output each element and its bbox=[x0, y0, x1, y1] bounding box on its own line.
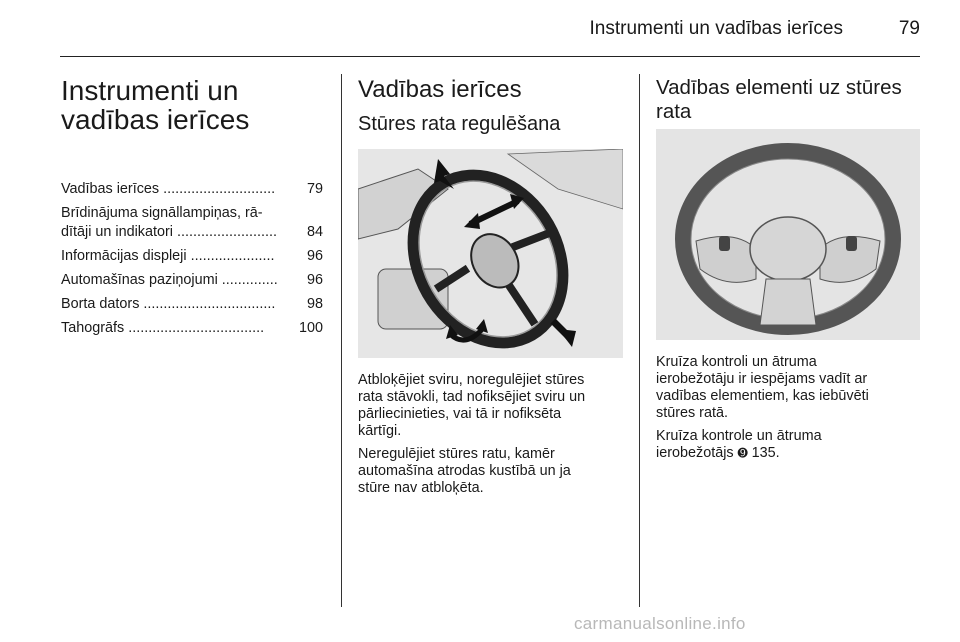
page-number: 79 bbox=[898, 18, 920, 39]
controls-column bbox=[358, 76, 624, 503]
toc-entry[interactable]: Vadības ierīces ............................ 79 bbox=[61, 181, 323, 197]
page-reference-icon: ➒ bbox=[737, 446, 748, 460]
toc-entry[interactable]: Brīdinājuma signāllampiņas, rā- dītāji un indikatori ......................... 84 bbox=[61, 205, 323, 240]
cruise-control-button-left-icon bbox=[719, 236, 730, 251]
chapter-column bbox=[61, 76, 323, 343]
chapter-title bbox=[61, 76, 323, 134]
steering-wheel-adjust-graphic bbox=[358, 149, 623, 358]
toc-entry[interactable]: Informācijas displeji ..................... 96 bbox=[61, 248, 323, 264]
column-divider-2 bbox=[639, 74, 640, 607]
toc-entry[interactable]: Tahogrāfs .................................. 100 bbox=[61, 320, 323, 336]
header-rule bbox=[60, 56, 920, 57]
steering-wheel-controls-graphic bbox=[656, 129, 920, 340]
controls-paragraph-1: Kruīza kontroli un ātruma ierobežotāju ir iespējams vadīt ar vadības elementiem, kas iebūvēti stūres ratā. bbox=[656, 354, 869, 421]
instruction-paragraph-1: Atbloķējiet sviru, noregulējiet stūres rata stāvokli, tad nofiksējiet sviru un pārliecinieties, vai tā ir nofiksēta kārtīgi. bbox=[358, 372, 586, 439]
section-title: Vadības elementi uz stūres rata bbox=[656, 76, 902, 123]
toc-entry[interactable]: Borta dators ................................. 98 bbox=[61, 296, 323, 312]
toc-entry[interactable]: Automašīnas paziņojumi .............. 96 bbox=[61, 272, 323, 288]
steering-wheel-adjustment-illustration bbox=[358, 149, 623, 358]
cross-reference-paragraph: Kruīza kontrole un ātruma ierobežotājs ➒ 135. bbox=[656, 428, 822, 461]
chapter-title-line2: vadības ierīces bbox=[61, 104, 250, 135]
wheel-controls-column bbox=[656, 76, 924, 468]
header-title: Instrumenti un vadības ierīces bbox=[589, 18, 843, 39]
watermark: carmanualsonline.info bbox=[574, 614, 746, 633]
column-divider-1 bbox=[341, 74, 342, 607]
subsection-title: Stūres rata regulēšana bbox=[358, 113, 561, 135]
section-title: Vadības ierīces bbox=[358, 76, 522, 103]
table-of-contents bbox=[61, 180, 323, 338]
cruise-control-button-right-icon bbox=[846, 236, 857, 251]
chapter-title-line1: Instrumenti un bbox=[61, 75, 239, 106]
steering-wheel-controls-illustration bbox=[656, 129, 920, 340]
page-reference[interactable]: 135. bbox=[747, 445, 780, 461]
warning-paragraph: Neregulējiet stūres ratu, kamēr automašīna atrodas kustībā un ja stūre nav atbloķēta. bbox=[358, 446, 571, 496]
